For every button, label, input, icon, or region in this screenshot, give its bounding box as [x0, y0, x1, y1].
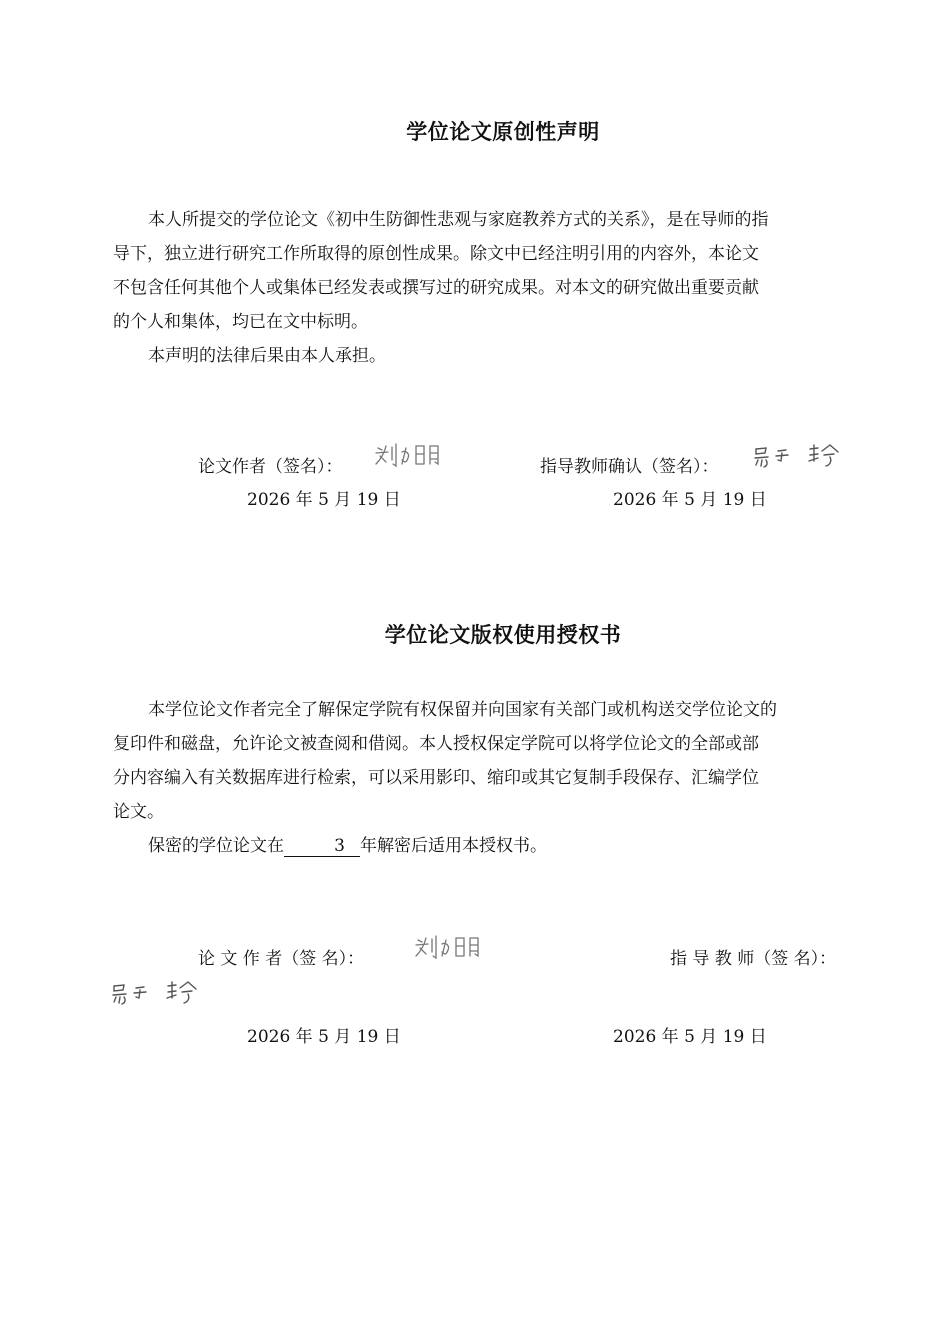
author-sign-date: 2026 年 5 月 19 日	[247, 490, 401, 510]
paragraph-line: 论文。	[113, 802, 164, 822]
secrecy-years-field: 3	[284, 836, 360, 857]
originality-paragraph	[113, 203, 858, 373]
liability-statement: 本声明的法律后果由本人承担。	[148, 346, 386, 366]
advisor-sign-date: 2026 年 5 月 19 日	[613, 1027, 767, 1047]
author-signature-label: 论文作者（签名）：	[198, 457, 343, 477]
paragraph-line: 导下，独立进行研究工作所取得的原创性成果。除文中已经注明引用的内容外，本论文	[113, 244, 759, 264]
originality-title: 学位论文原创性声明	[406, 120, 600, 144]
advisor-handwritten-signature	[110, 978, 202, 1006]
copyright-paragraph	[113, 693, 858, 863]
advisor-handwritten-signature	[752, 441, 844, 469]
paragraph-line: 分内容编入有关数据库进行检索，可以采用影印、缩印或其它复制手段保存、汇编学位	[113, 768, 759, 788]
paragraph-line: 本学位论文作者完全了解保定学院有权保留并向国家有关部门或机构送交学位论文的	[148, 700, 777, 720]
paragraph-line: 复印件和磁盘，允许论文被查阅和借阅。本人授权保定学院可以将学位论文的全部或部	[113, 734, 759, 754]
author-handwritten-signature	[372, 440, 452, 470]
paragraph-line: 的个人和集体，均已在文中标明。	[113, 312, 368, 332]
author-handwritten-signature	[412, 932, 492, 962]
paragraph-line: 不包含任何其他个人或集体已经发表或撰写过的研究成果。对本文的研究做出重要贡献	[113, 278, 759, 298]
secrecy-suffix: 年解密后适用本授权书。	[360, 836, 547, 856]
secrecy-prefix: 保密的学位论文在	[148, 836, 284, 856]
author-signature-label: 论 文 作 者（签 名）：	[198, 949, 365, 969]
advisor-confirm-label: 指导教师确认（签名）：	[540, 457, 719, 477]
secrecy-statement	[113, 829, 858, 863]
copyright-title: 学位论文版权使用授权书	[384, 623, 622, 647]
paragraph-line: 本人所提交的学位论文《初中生防御性悲观与家庭教养方式的关系》，是在导师的指	[148, 210, 769, 230]
author-sign-date: 2026 年 5 月 19 日	[247, 1027, 401, 1047]
advisor-signature-label: 指 导 教 师（签 名）：	[670, 949, 837, 969]
advisor-sign-date: 2026 年 5 月 19 日	[613, 490, 767, 510]
